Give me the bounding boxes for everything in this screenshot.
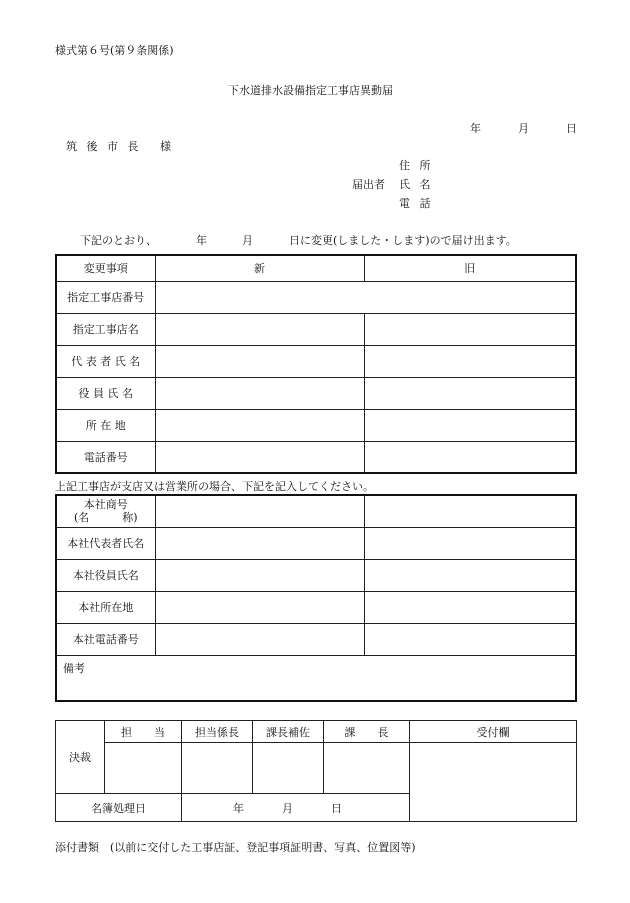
approval-header-kachohosa: 課長補佐: [253, 721, 324, 743]
registry-year: 年: [233, 801, 244, 815]
form-number: 様式第６号(第９条関係): [55, 44, 174, 57]
registry-label: 名簿処理日: [56, 794, 182, 822]
row-label: 役 員 氏 名: [56, 377, 155, 409]
row-label: 指定工事店名: [56, 313, 155, 345]
receipt-stamp-area[interactable]: [410, 743, 577, 822]
branch-note: 上記工事店が支店又は営業所の場合、下記を記入してください。: [55, 480, 374, 493]
statement-year: 年: [196, 234, 207, 247]
new-value-cell[interactable]: [155, 559, 364, 591]
table-row: [56, 527, 576, 559]
header-new: 新: [155, 255, 364, 281]
new-value-cell[interactable]: [155, 313, 364, 345]
new-value-cell[interactable]: [155, 591, 364, 623]
new-value-cell[interactable]: [155, 527, 364, 559]
new-value-cell[interactable]: [155, 441, 364, 473]
attachments-note: 添付書類 (以前に交付した工事店証、登記事項証明書、写真、位置図等): [55, 841, 416, 854]
new-value-cell[interactable]: [155, 409, 364, 441]
table-row: [56, 409, 576, 441]
row-label-line2: (名 称): [73, 511, 138, 525]
date-year: 年: [470, 122, 481, 135]
new-value-cell[interactable]: [155, 377, 364, 409]
row-label: [56, 495, 155, 527]
approval-table: [55, 720, 577, 822]
table-row: [56, 345, 576, 377]
addressee-honorific: 様: [160, 140, 171, 153]
old-value-cell[interactable]: [364, 377, 576, 409]
old-value-cell[interactable]: [364, 527, 576, 559]
table-row: [56, 441, 576, 473]
remarks-label: 備考: [63, 661, 85, 675]
change-items-table: [55, 254, 577, 474]
applicant-phone-label: 電 話: [399, 197, 434, 210]
registry-date[interactable]: [182, 794, 410, 822]
table-row: [56, 377, 576, 409]
approval-stamp-tanto[interactable]: [105, 743, 182, 794]
row-label: 本社電話番号: [56, 623, 155, 655]
applicant-address-label: 住 所: [399, 159, 434, 172]
old-value-cell[interactable]: [364, 623, 576, 655]
statement-suffix: 日に変更(しました・します)ので届け出ます。: [289, 234, 517, 247]
row-label-line1: 本社商号: [83, 498, 128, 512]
old-value-cell[interactable]: [364, 409, 576, 441]
row-label: 本社代表者氏名: [56, 527, 155, 559]
table-row: [56, 559, 576, 591]
table-row: [56, 281, 576, 313]
applicant-name-label: 氏 名: [399, 178, 434, 191]
table-row: [56, 313, 576, 345]
statement-month: 月: [242, 234, 253, 247]
old-value-cell[interactable]: [364, 495, 576, 527]
approval-header-tanto: 担 当: [105, 721, 182, 743]
row-label: 電話番号: [56, 441, 155, 473]
old-value-cell[interactable]: [364, 559, 576, 591]
new-value-cell[interactable]: [155, 345, 364, 377]
old-value-cell[interactable]: [364, 345, 576, 377]
decision-label: 決裁: [56, 721, 105, 794]
row-label: 本社役員氏名: [56, 559, 155, 591]
head-office-table: [55, 494, 577, 702]
table-row: [56, 495, 576, 527]
registry-month: 月: [282, 801, 293, 815]
old-value-cell[interactable]: [364, 313, 576, 345]
new-value-cell[interactable]: [155, 281, 576, 313]
statement-prefix: 下記のとおり、: [80, 234, 157, 247]
table-row: [56, 591, 576, 623]
approval-stamp-kacho[interactable]: [324, 743, 410, 794]
row-label: 所 在 地: [56, 409, 155, 441]
approval-header-kacho: 課 長: [324, 721, 410, 743]
applicant-role-label: 届出者: [352, 178, 385, 191]
table-header-row: [56, 255, 576, 281]
row-label: 指定工事店番号: [56, 281, 155, 313]
addressee-name: 筑 後 市 長: [66, 140, 142, 153]
remarks-row: [56, 655, 576, 701]
date-day: 日: [566, 122, 577, 135]
document-title: 下水道排水設備指定工事店異動届: [228, 84, 393, 97]
row-label: 代 表 者 氏 名: [56, 345, 155, 377]
new-value-cell[interactable]: [155, 623, 364, 655]
header-item: 変更事項: [56, 255, 155, 281]
table-row: [56, 623, 576, 655]
new-value-cell[interactable]: [155, 495, 364, 527]
approval-header-kakaricho: 担当係長: [182, 721, 253, 743]
registry-day: 日: [331, 801, 342, 815]
date-month: 月: [518, 122, 529, 135]
receipt-label: 受付欄: [410, 721, 577, 743]
old-value-cell[interactable]: [364, 591, 576, 623]
approval-stamp-kachohosa[interactable]: [253, 743, 324, 794]
remarks-cell[interactable]: [56, 655, 576, 701]
old-value-cell[interactable]: [364, 441, 576, 473]
header-old: 旧: [364, 255, 576, 281]
row-label: 本社所在地: [56, 591, 155, 623]
approval-stamp-kakaricho[interactable]: [182, 743, 253, 794]
